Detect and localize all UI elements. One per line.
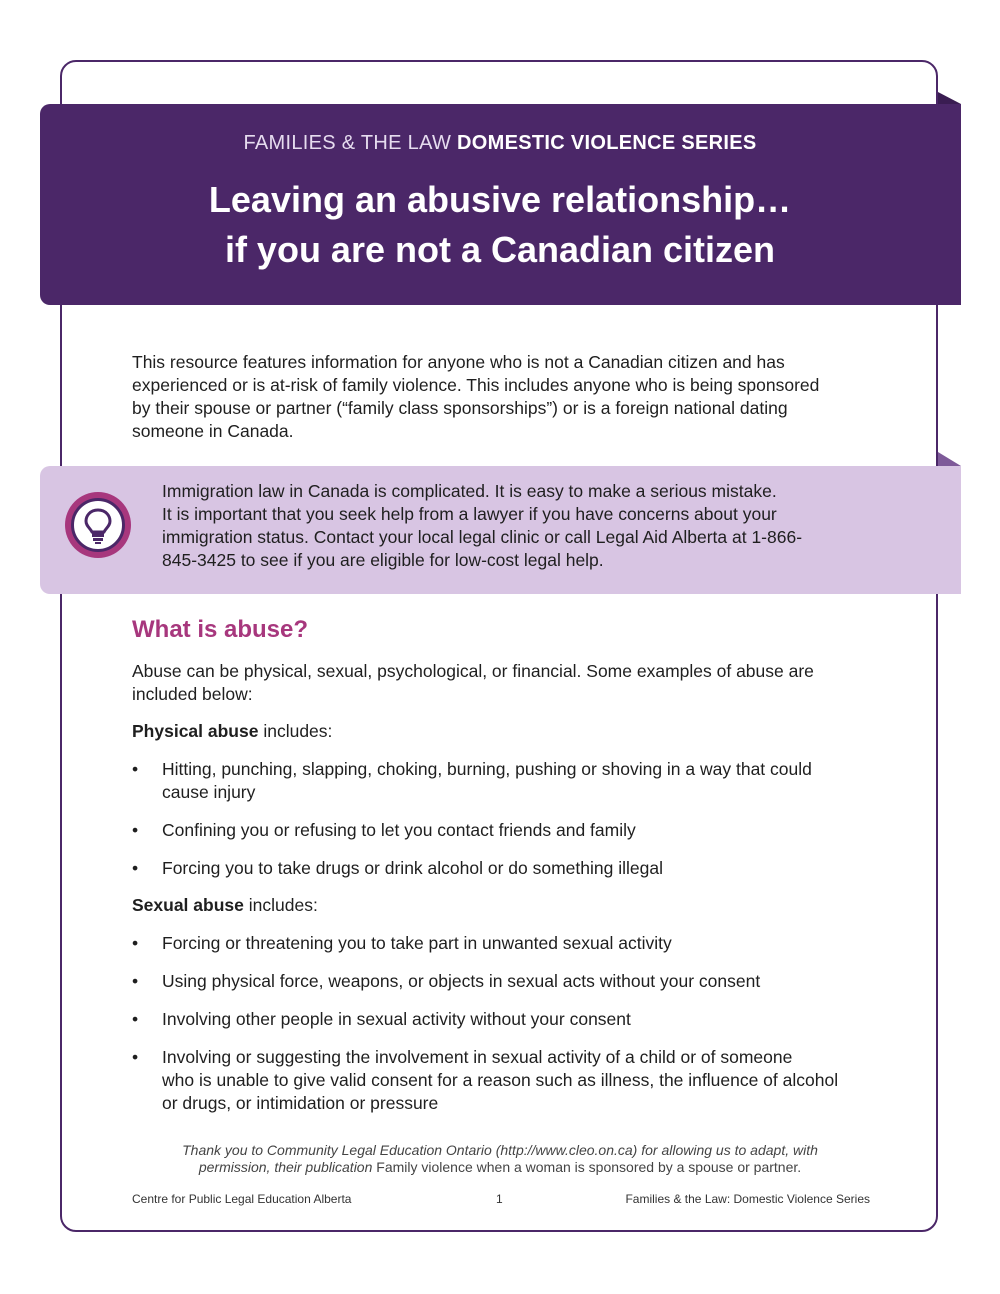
list-item-line: • Confining you or refusing to let you contact friends and family [162, 820, 636, 840]
list-item-line: • Involving other people in sexual activity without your consent [162, 1009, 631, 1029]
list-item-line: • Hitting, punching, slapping, choking, burning, pushing or shoving in a way that could [162, 759, 812, 779]
intro-line: someone in Canada. [132, 421, 294, 441]
intro-paragraph [132, 351, 872, 443]
footer-organization: Centre for Public Legal Education Alberta [132, 1192, 352, 1206]
series-label [0, 132, 1000, 155]
sexual-abuse-term: Sexual abuse [132, 895, 244, 915]
list-item-line: cause injury [162, 782, 256, 802]
list-item-line: or drugs, or intimidation or pressure [162, 1093, 439, 1113]
intro-line: by their spouse or partner (“family class sponsorships”) or is a foreign national dating [132, 398, 788, 418]
list-item [132, 1046, 872, 1115]
physical-abuse-suffix: includes: [258, 721, 333, 741]
list-item-line: • Forcing you to take drugs or drink alcohol or do something illegal [162, 858, 663, 878]
sexual-abuse-suffix: includes: [243, 895, 318, 915]
list-item-line: who is unable to give valid consent for a reason such as illness, the influence of alcohol [162, 1070, 839, 1090]
list-item [132, 758, 872, 804]
list-item [132, 970, 872, 993]
list-item-line: • Forcing or threatening you to take part in unwanted sexual activity [162, 933, 672, 953]
banner-fold-decoration [938, 92, 961, 104]
list-item-line: • Using physical force, weapons, or objects in sexual acts without your consent [162, 971, 761, 991]
physical-abuse-subheading [132, 720, 332, 743]
list-item [132, 857, 872, 880]
physical-abuse-term: Physical abuse [132, 721, 259, 741]
sexual-abuse-list [132, 932, 872, 1115]
series-name: DOMESTIC VIOLENCE SERIES [457, 132, 757, 154]
series-prefix: FAMILIES & THE LAW [243, 132, 452, 154]
acknowledgement-note [140, 1142, 860, 1176]
section-heading-what-is-abuse: What is abuse? [132, 616, 309, 643]
tip-fold-decoration [938, 452, 961, 466]
acknowledgement-line [140, 1159, 860, 1176]
tip-line: It is important that you seek help from a lawyer if you have concerns about your [162, 504, 777, 524]
abuse-intro-line: included below: [132, 684, 253, 704]
tip-line: immigration status. Contact your local legal clinic or call Legal Aid Alberta at 1-866- [162, 527, 803, 547]
abuse-intro [132, 660, 872, 706]
list-item [132, 819, 872, 842]
tip-line: 845-3425 to see if you are eligible for low-cost legal help. [162, 550, 604, 570]
acknowledgement-publication-title: Family violence when a woman is sponsored by a spouse or partner. [376, 1159, 802, 1175]
list-item [132, 932, 872, 955]
acknowledgement-line: Thank you to Community Legal Education Ontario (http://www.cleo.on.ca) for allowing us to adapt, with [182, 1142, 818, 1158]
intro-line: experienced or is at-risk of family violence. This includes anyone who is being sponsored [132, 375, 820, 395]
footer-page-number: 1 [496, 1192, 503, 1206]
list-item [132, 1008, 872, 1031]
abuse-intro-line: Abuse can be physical, sexual, psychological, or financial. Some examples of abuse are [132, 661, 814, 681]
sexual-abuse-subheading [132, 894, 318, 917]
physical-abuse-list [132, 758, 872, 880]
page-title [0, 175, 1000, 275]
title-line-2: if you are not a Canadian citizen [224, 229, 776, 270]
acknowledgement-prefix: permission, their publication [198, 1159, 377, 1175]
list-item-line: • Involving or suggesting the involvement in sexual activity of a child or of someone [162, 1047, 793, 1067]
lightbulb-glyph [82, 507, 114, 545]
lightbulb-icon-inner [71, 498, 125, 552]
footer-series: Families & the Law: Domestic Violence Series [625, 1192, 870, 1206]
tip-line: Immigration law in Canada is complicated. It is easy to make a serious mistake. [162, 481, 777, 501]
lightbulb-icon [65, 492, 131, 558]
title-line-1: Leaving an abusive relationship… [208, 179, 792, 220]
tip-text [162, 480, 862, 572]
intro-line: This resource features information for anyone who is not a Canadian citizen and has [132, 352, 785, 372]
